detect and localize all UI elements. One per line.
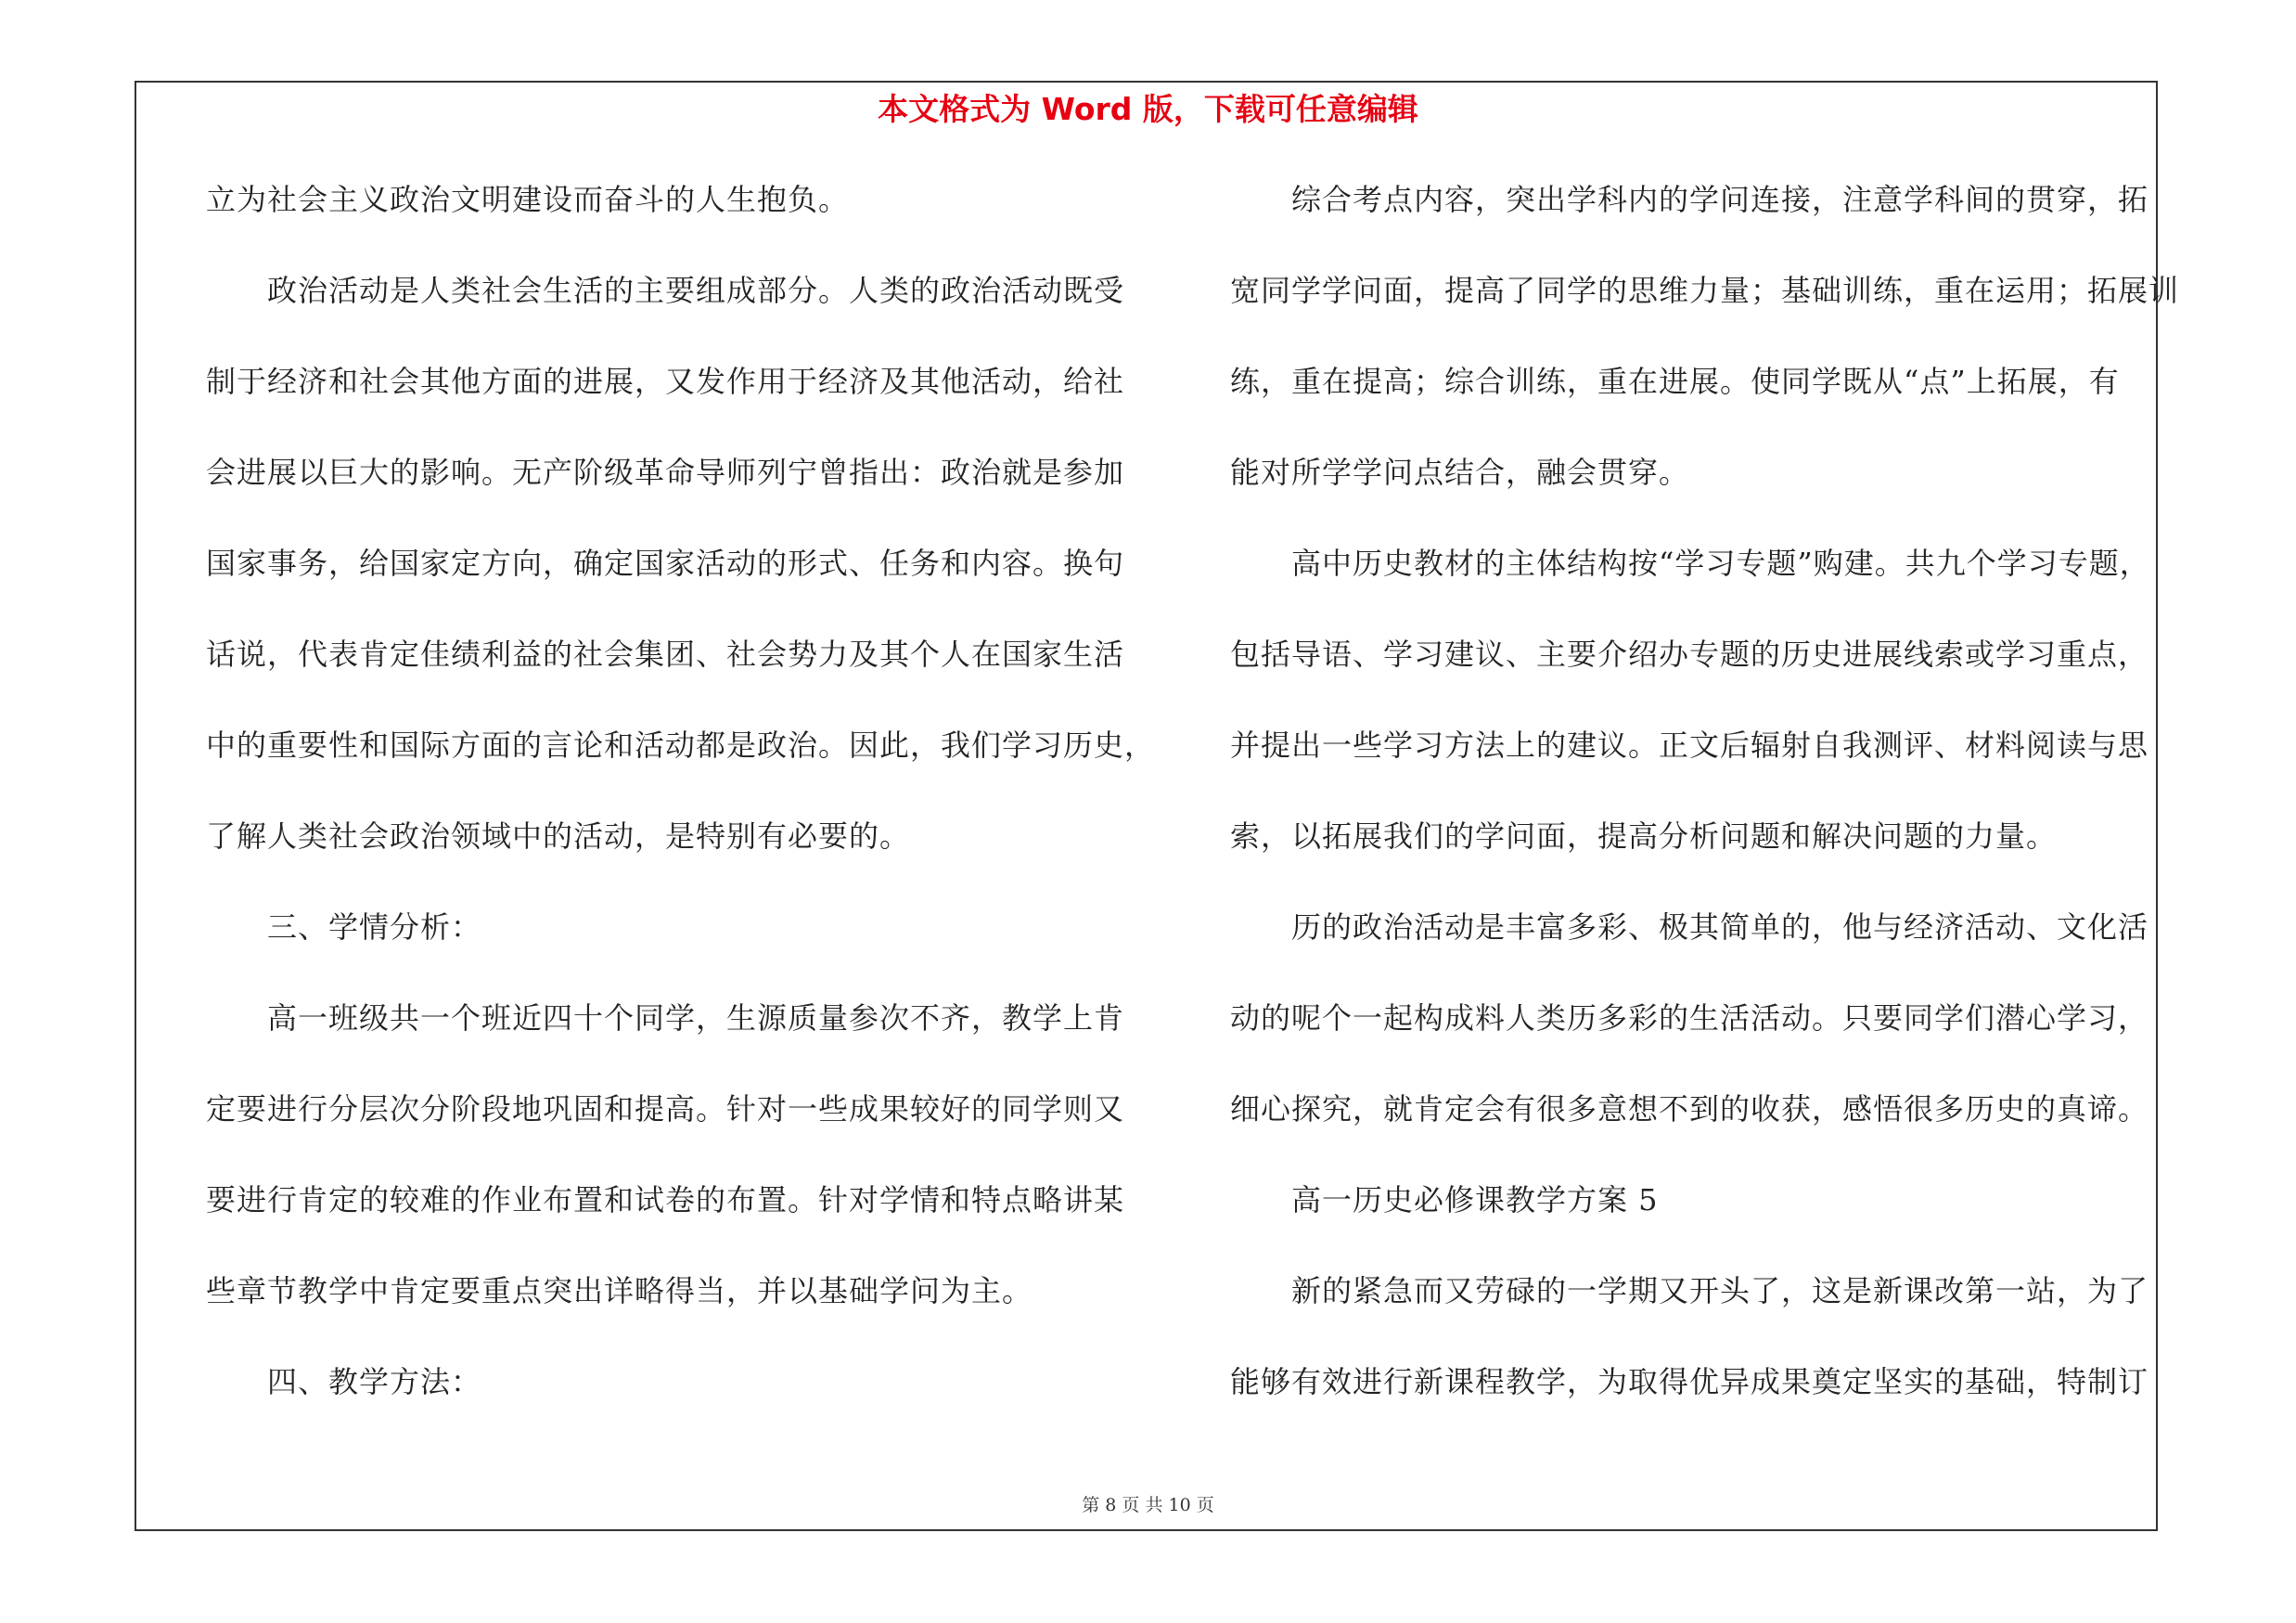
text-line: 动的呢个一起构成料人类历多彩的生活活动。只要同学们潜心学习，: [1230, 1000, 2149, 1036]
section-heading: 三、学情分析：: [206, 909, 482, 945]
text-line: 包括导语、学习建议、主要介绍办专题的历史进展线索或学习重点，: [1230, 637, 2149, 672]
text-line: 细心探究，就肯定会有很多意想不到的收获，感悟很多历史的真谛。: [1230, 1091, 2149, 1127]
text-line: 话说，代表肯定佳绩利益的社会集团、社会势力及其个人在国家生活: [206, 637, 1125, 672]
section-heading: 高一历史必修课教学方案 5: [1230, 1182, 1659, 1217]
text-line: 宽同学学问面，提高了同学的思维力量；基础训练，重在运用；拓展训: [1230, 273, 2180, 308]
text-line: 定要进行分层次分阶段地巩固和提高。针对一些成果较好的同学则又: [206, 1091, 1125, 1127]
text-line: 历的政治活动是丰富多彩、极其简单的，他与经济活动、文化活: [1230, 909, 2149, 945]
text-line: 高中历史教材的主体结构按“学习专题”购建。共九个学习专题，: [1230, 546, 2150, 581]
left-column: [206, 179, 1156, 1452]
text-line: 能对所学学问点结合，融会贯穿。: [1230, 455, 1690, 490]
text-line: 能够有效进行新课程教学，为取得优异成果奠定坚实的基础，特制订: [1230, 1364, 2149, 1399]
section-heading: 四、教学方法：: [206, 1364, 482, 1399]
text-line: 新的紧急而又劳碌的一学期又开头了，这是新课改第一站，为了: [1230, 1273, 2149, 1308]
text-line: 政治活动是人类社会生活的主要组成部分。人类的政治活动既受: [206, 273, 1125, 308]
text-line: 了解人类社会政治领域中的活动，是特别有必要的。: [206, 818, 911, 854]
text-line: 中的重要性和国际方面的言论和活动都是政治。因此，我们学习历史，: [206, 728, 1156, 763]
page-number-footer: 第 8 页 共 10 页: [1082, 1495, 1214, 1515]
text-line: 并提出一些学习方法上的建议。正文后辐射自我测评、材料阅读与思: [1230, 728, 2149, 763]
text-line: 些章节教学中肯定要重点突出详略得当，并以基础学问为主。: [206, 1273, 1033, 1308]
text-line: 制于经济和社会其他方面的进展，又发作用于经济及其他活动，给社: [206, 364, 1125, 399]
text-line: 要进行肯定的较难的作业布置和试卷的布置。针对学情和特点略讲某: [206, 1182, 1125, 1217]
text-line: 立为社会主义政治文明建设而奋斗的人生抱负。: [206, 182, 850, 217]
word-format-banner: 本文格式为 Word 版，下载可任意编辑: [878, 91, 1418, 127]
text-line: 索，以拓展我们的学问面，提高分析问题和解决问题的力量。: [1230, 818, 2058, 854]
text-line: 会进展以巨大的影响。无产阶级革命导师列宁曾指出：政治就是参加: [206, 455, 1125, 490]
text-line: 练，重在提高；综合训练，重在进展。使同学既从“点”上拓展，有: [1230, 364, 2120, 399]
text-line: 高一班级共一个班近四十个同学，生源质量参次不齐，教学上肯: [206, 1000, 1125, 1036]
text-line: 综合考点内容，突出学科内的学问连接，注意学科间的贯穿，拓: [1230, 182, 2149, 217]
text-line: 国家事务，给国家定方向，确定国家活动的形式、任务和内容。换句: [206, 546, 1125, 581]
right-column: [1230, 179, 2180, 1452]
